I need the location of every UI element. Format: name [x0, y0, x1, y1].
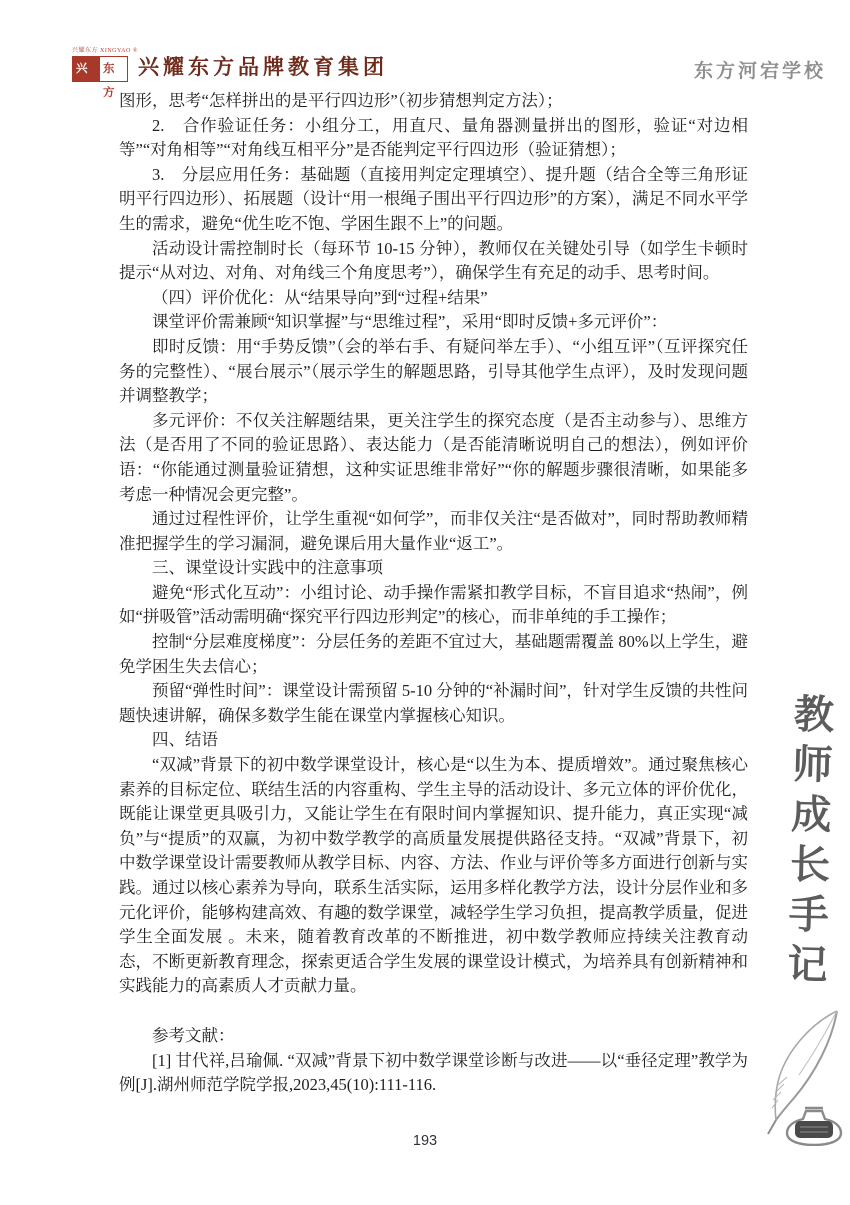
paragraph: 控制“分层难度梯度”：分层任务的差距不宜过大，基础题需覆盖 80%以上学生，避免学困生失去信心；: [119, 632, 748, 676]
paragraph: 避免“形式化互动”：小组讨论、动手操作需紧扣教学目标，不盲目追求“热闹”，例如“拼吸管”活动需明确“探究平行四边形判定”的核心，而非单纯的手工操作；: [119, 582, 748, 627]
brand-title: 兴耀东方品牌教育集团: [138, 55, 388, 79]
school-name: 东方河宕学校: [693, 61, 826, 82]
paragraph: 3. 分层应用任务：基础题（直接用判定定理填空）、提升题（结合全等三角形证明平行四边形）、拓展题（设计“用一根绳子围出平行四边形”的方案），满足不同水平学生的需求，避免“优生吃不饱、学困生跟不上”的问题。: [119, 164, 748, 233]
paragraph: 参考文献：: [152, 1025, 235, 1045]
brand-seal-icon: [72, 48, 138, 99]
paragraph: 四、结语: [152, 730, 218, 750]
paragraph: （四）评价优化：从“结果导向”到“过程+结果”: [152, 287, 488, 307]
page-number: 193: [412, 1133, 438, 1149]
paragraph: [1] 甘代祥,吕瑜佩. “双减”背景下初中数学课堂诊断与改进——以“垂径定理”教学为例[J].湖州师范学院学报,2023,45(10):111-116.: [119, 1050, 748, 1095]
brand: [72, 48, 388, 99]
paragraph: 预留“弹性时间”：课堂设计需预留 5-10 分钟的“补漏时间”，针对学生反馈的共性问题快速讲解，确保多数学生能在课堂内掌握核心知识。: [119, 681, 748, 725]
seal-super-text: 兴耀东方 XINGYAO ®: [72, 48, 138, 54]
paragraph: 2. 合作验证任务：小组分工，用直尺、量角器测量拼出的图形，验证“对边相等”“对角相等”“对角线互相平分”是否能判定平行四边形（验证猜想）；: [119, 115, 748, 160]
paragraph: 课堂评价需兼顾“知识掌握”与“思维过程”，采用“即时反馈+多元评价”：: [152, 312, 668, 332]
paragraph: 活动设计需控制时长（每环节 10-15 分钟），教师仅在关键处引导（如学生卡顿时提示“从对边、对角、对角线三个角度思考”），确保学生有充足的动手、思考时间。: [119, 238, 748, 283]
seal-left-label: 兴耀: [73, 57, 100, 81]
document-body: [119, 89, 748, 1098]
paragraph: 通过过程性评价，让学生重视“如何学”，而非仅关注“是否做对”，同时帮助教师精准把握学生的学习漏洞，避免课后用大量作业“返工”。: [119, 509, 748, 553]
quill-ink-icon: [742, 1008, 850, 1146]
paragraph: “双减”背景下的初中数学课堂设计，核心是“以生为本、提质增效”。通过聚焦核心素养的目标定位、联结生活的内容重构、学生主导的活动设计、多元立体的评价优化，既能让课堂更具吸引力，又能让学生在有限时间内掌握知识、提升能力，真正实现“减负”与“提质”的双赢，为初中数学教学的高质量发展提供路径支持。“双减”背景下，初中数学课堂设计需要教师从教学目标、内容、方法、作业与评价等多方面进行创新与实践。通过以核心素养为导向，联系生活实际，运用多样化教学方法，设计分层作业和多元化评价，能够构建高效、有趣的数学课堂，减轻学生学习负担，提高教学质量，促进学生全面发展 。未来，随着教育改革的不断推进，初中数学教师应持续关注教育动态，不断更新教育理念，探索更适合学生发展的课堂设计模式，为培养具有创新精神和实践能力的高素质人才贡献力量。: [119, 755, 748, 996]
seal-right-label: 东方: [100, 57, 127, 81]
page-header: [0, 0, 850, 99]
paragraph: 多元评价：不仅关注解题结果，更关注学生的探究态度（是否主动参与）、思维方法（是否用了不同的验证思路）、表达能力（是否能清晰说明自己的想法），例如评价语：“你能通过测量验证猜想，这种实证思维非常好”“你的解题步骤很清晰，如果能多考虑一种情况会更完整”。: [119, 410, 748, 504]
paragraph: 图形，思考“怎样拼出的是平行四边形”（初步猜想判定方法）；: [119, 91, 563, 110]
paragraph: 即时反馈：用“手势反馈”（会的举右手、有疑问举左手）、“小组互评”（互评探究任务的完整性）、“展台展示”（展示学生的解题思路，引导其他学生点评），及时发现问题并调整教学；: [119, 336, 748, 406]
calligraphy-text: 教师成长手记: [780, 692, 836, 994]
seal-box: [72, 56, 128, 99]
paragraph: 三、课堂设计实践中的注意事项: [152, 558, 383, 578]
